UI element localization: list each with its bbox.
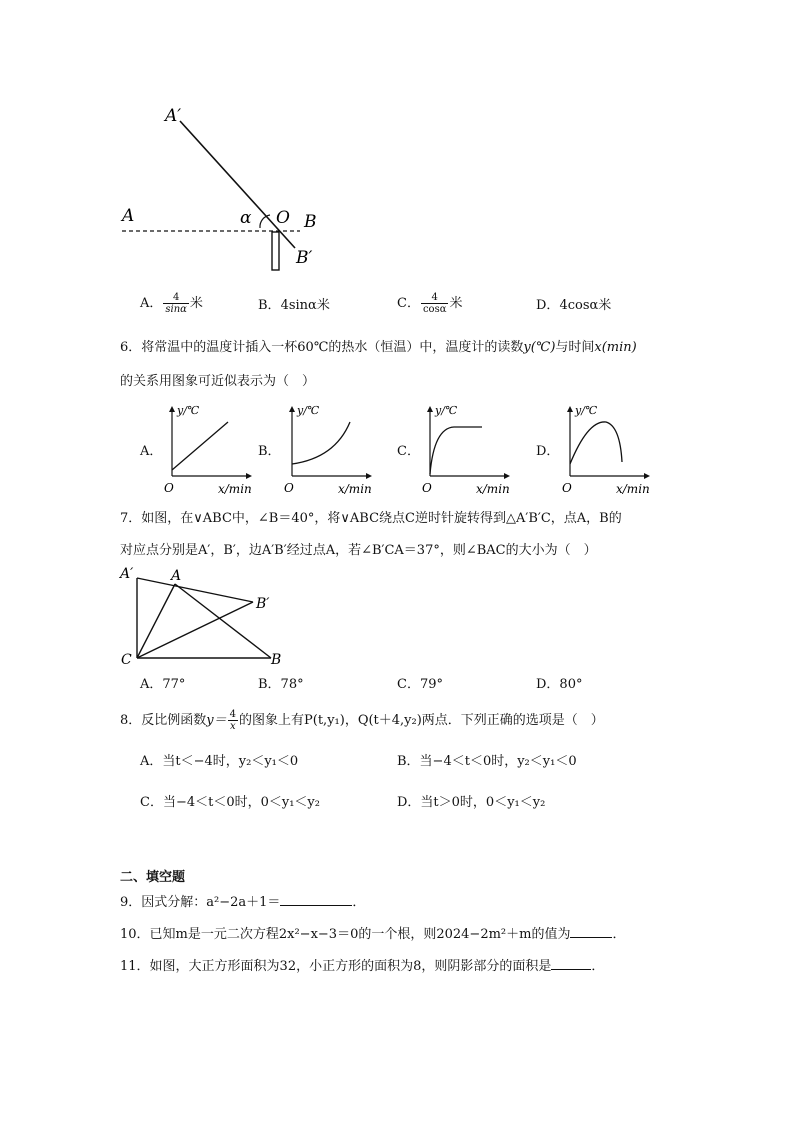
q6-option-d-label[interactable]: D． <box>536 444 560 459</box>
x-axis-label: x/min <box>616 482 650 496</box>
q10-answer-blank[interactable] <box>570 925 612 938</box>
q7-option-d[interactable]: D．80° <box>536 677 583 692</box>
q6-text-mid: 与时间 <box>555 340 595 355</box>
q11-end: ． <box>591 959 605 974</box>
y-arrow-icon <box>169 406 175 412</box>
q11-answer-blank[interactable] <box>551 957 591 970</box>
frac-num: 4 <box>229 709 237 720</box>
label-B-prime: B′ <box>296 248 313 268</box>
q5-option-c[interactable] <box>397 292 462 315</box>
option-text: 4cosα米 <box>559 298 612 313</box>
q9 <box>120 893 365 912</box>
q6-y-unit: y(℃) <box>523 340 556 355</box>
frac-den: x <box>230 721 236 732</box>
origin-label: O <box>562 481 572 495</box>
y-arrow-icon <box>567 406 573 412</box>
label-A-prime: A′ <box>165 106 182 126</box>
q7-option-b[interactable]: B．78° <box>258 677 304 692</box>
q10-end: ． <box>612 927 626 942</box>
q6-graph-c[interactable] <box>418 400 518 496</box>
edge-a-prime-b-prime <box>137 578 253 602</box>
graph-curve <box>172 422 228 470</box>
q8-fraction <box>228 709 238 732</box>
x-arrow-icon <box>246 473 252 479</box>
q6-option-a-label[interactable]: A． <box>140 444 163 459</box>
q6-line1 <box>120 339 637 357</box>
q5-option-a[interactable] <box>140 292 203 315</box>
label-alpha: α <box>240 208 252 228</box>
q6-graph-a[interactable] <box>160 400 260 496</box>
q8-option-b[interactable]: B．当−4＜t＜0时，y₂＜y₁＜0 <box>397 754 577 769</box>
graph-curve <box>292 422 350 464</box>
label-B: B <box>271 652 282 668</box>
y-arrow-icon <box>289 406 295 412</box>
frac-num: 4 <box>421 292 449 304</box>
q9-end: ． <box>352 895 366 910</box>
q6-graph-d[interactable] <box>558 400 658 496</box>
q6-graph-b[interactable] <box>280 400 380 496</box>
pillar-rect <box>272 232 279 270</box>
q7-line1: 7．如图，在∨ABC中，∠B＝40°，将∨ABC绕点C逆时针旋转得到△A′B′C，点A，B的 <box>120 511 622 526</box>
label-B: B <box>304 212 317 232</box>
q6-text: 6．将常温中的温度计插入一杯60℃的热水（恒温）中，温度计的读数 <box>120 340 524 355</box>
alpha-arc <box>260 215 270 228</box>
q7-option-a[interactable]: A．77° <box>140 677 186 692</box>
q8-option-a[interactable]: A．当t＜−4时，y₂＜y₁＜0 <box>140 754 299 769</box>
option-letter: B． <box>258 298 281 313</box>
y-axis-label: y/℃ <box>177 404 200 417</box>
label-B-prime: B′ <box>256 596 270 612</box>
section-title: 二、填空题 <box>120 870 186 885</box>
graph-curve <box>570 422 622 464</box>
option-suffix: 米 <box>449 296 463 311</box>
y-axis-label: y/℃ <box>297 404 320 417</box>
q7-option-c[interactable]: C．79° <box>397 677 443 692</box>
frac-den: cosα <box>422 304 447 315</box>
q9-text: 9．因式分解：a²−2a＋1＝ <box>120 895 281 910</box>
label-A: A <box>122 206 135 226</box>
x-axis-label: x/min <box>218 482 252 496</box>
x-arrow-icon <box>504 473 510 479</box>
q8-suffix: 的图象上有P(t,y₁)，Q(t＋4,y₂)两点．下列正确的选项是（ ） <box>239 713 604 728</box>
q6-option-b-label[interactable]: B． <box>258 444 281 459</box>
x-arrow-icon <box>366 473 372 479</box>
q7-line2: 对应点分别是A′，B′，边A′B′经过点A，若∠B′CA＝37°，则∠BAC的大小为（ ） <box>120 543 597 558</box>
option-letter: C． <box>397 296 420 311</box>
q5-option-d[interactable] <box>536 297 611 315</box>
q6-x-unit: x(min) <box>594 340 637 355</box>
frac-num: 4 <box>163 292 189 304</box>
option-text: 4sinα米 <box>280 298 330 313</box>
option-letter: A． <box>140 296 163 311</box>
x-axis-label: x/min <box>476 482 510 496</box>
origin-label: O <box>164 481 174 495</box>
q11-text: 11．如图，大正方形面积为32，小正方形的面积为8，则阴影部分的面积是 <box>120 959 552 974</box>
y-arrow-icon <box>427 406 433 412</box>
edge-a-c <box>137 584 175 658</box>
label-O: O <box>276 208 290 228</box>
rod-line <box>180 121 295 248</box>
label-A: A <box>171 568 182 584</box>
fraction <box>163 292 189 315</box>
q5-option-b[interactable] <box>258 297 330 315</box>
y-axis-label: y/℃ <box>575 404 598 417</box>
q6-option-c-label[interactable]: C． <box>397 444 420 459</box>
label-A-prime: A′ <box>120 566 134 582</box>
q7-figure <box>115 562 295 672</box>
graph-curve <box>430 427 482 474</box>
q8-option-c[interactable]: C．当−4＜t＜0时，0＜y₁＜y₂ <box>140 795 320 810</box>
origin-label: O <box>422 481 432 495</box>
q8-stem <box>120 709 604 732</box>
x-axis-label: x/min <box>338 482 372 496</box>
fraction <box>421 292 449 315</box>
x-arrow-icon <box>644 473 650 479</box>
q6-line2: 的关系用图象可近似表示为（ ） <box>120 374 316 389</box>
q8-prefix: 8．反比例函数 <box>120 713 207 728</box>
frac-den: sinα <box>165 304 187 315</box>
option-suffix: 米 <box>189 296 203 311</box>
y-axis-label: y/℃ <box>435 404 458 417</box>
origin-label: O <box>284 481 294 495</box>
q10 <box>120 925 625 944</box>
q8-option-d[interactable]: D．当t＞0时，0＜y₁＜y₂ <box>397 795 546 810</box>
option-letter: D． <box>536 298 560 313</box>
q5-figure <box>110 95 350 285</box>
q8-func-lhs: y＝ <box>206 713 227 728</box>
q10-text: 10．已知m是一元二次方程2x²−x−3＝0的一个根，则2024−2m²＋m的值为 <box>120 927 571 942</box>
q9-answer-blank[interactable] <box>280 893 352 906</box>
q11 <box>120 957 604 976</box>
label-C: C <box>121 652 132 668</box>
